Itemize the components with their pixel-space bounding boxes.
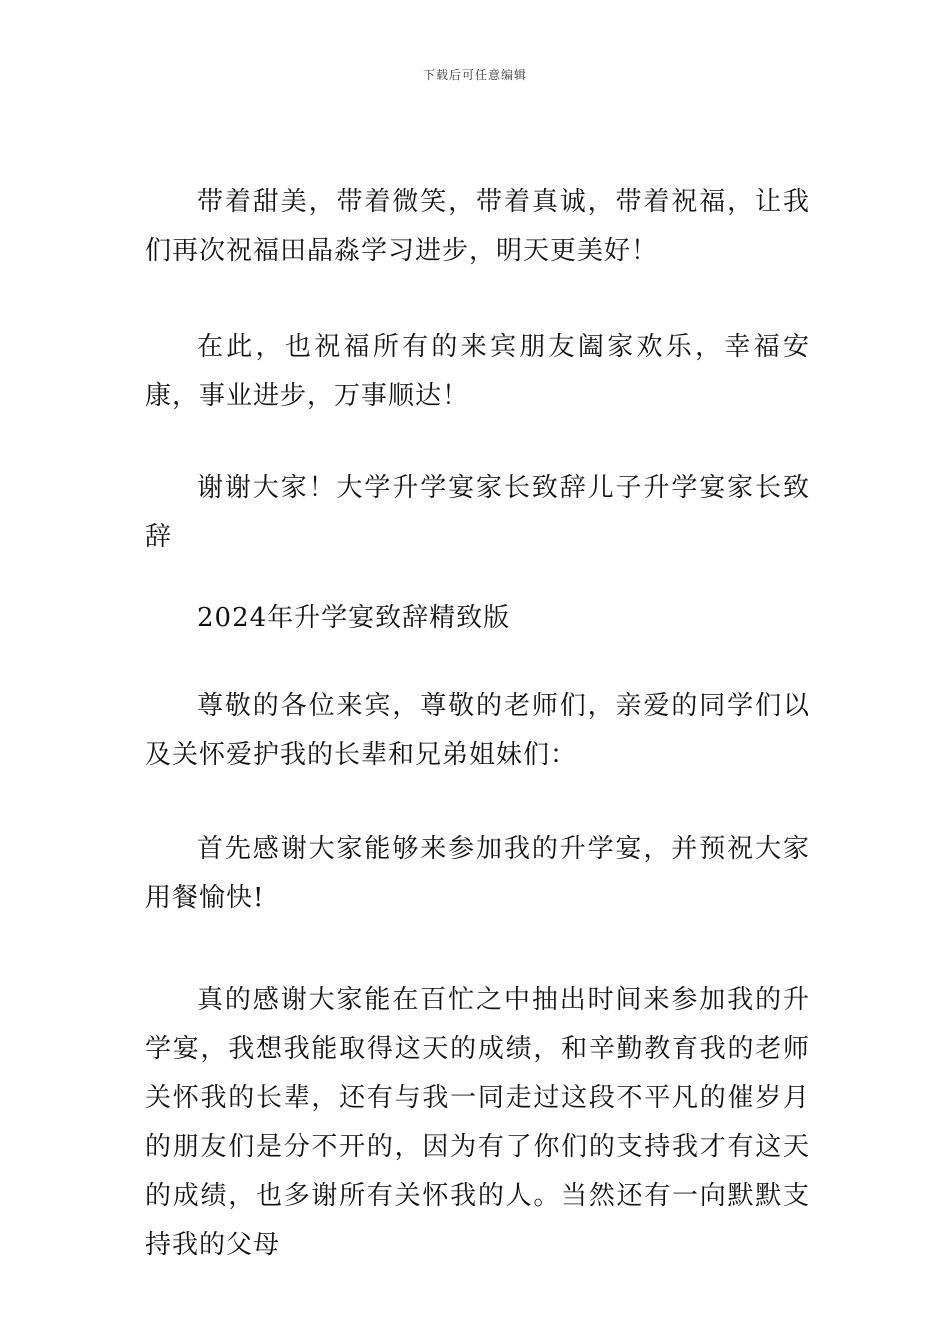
paragraph-gratitude: 真的感谢大家能在百忙之中抽出时间来参加我的升学宴，我想我能取得这天的成绩，和辛勤教育我的老师关怀我的长辈，还有与我一同走过这段不平凡的催岁月的朋友们是分不开的，因为有了你们的支持我才有这天的成绩，也多谢所有关怀我的人。当然还有一向默默支持我的父母 [145, 985, 810, 1260]
page-header: 下载后可任意编辑 [422, 68, 527, 82]
paragraph-blessing: 带着甜美，带着微笑，带着真诚，带着祝福，让我们再次祝福田晶淼学习进步，明天更美好！ [145, 187, 810, 266]
paragraph-greeting: 尊敬的各位来宾，尊敬的老师们，亲爱的同学们以及关怀爱护我的长辈和兄弟姐妹们： [145, 691, 810, 770]
section-title: 2024年升学宴致辞精致版 [197, 603, 511, 633]
paragraph-opening-thanks: 首先感谢大家能够来参加我的升学宴，并预祝大家用餐愉快! [145, 834, 810, 913]
paragraph-guest-wishes: 在此，也祝福所有的来宾朋友阖家欢乐，幸福安康，事业进步，万事顺达！ [145, 332, 810, 411]
document-body [145, 178, 810, 1270]
paragraph-thanks: 谢谢大家！大学升学宴家长致辞儿子升学宴家长致辞 [145, 473, 810, 552]
